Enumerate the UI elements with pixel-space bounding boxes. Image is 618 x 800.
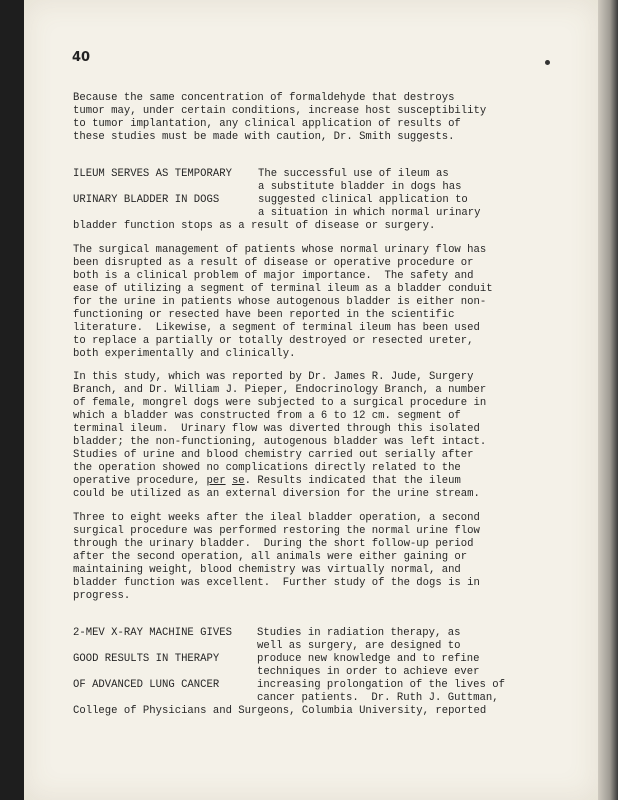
text-line: tumor may, under certain conditions, increase host susceptibility xyxy=(73,105,487,117)
text-line: The successful use of ileum as xyxy=(258,168,449,180)
text-line: Branch, and Dr. William J. Pieper, Endocrinology Branch, a number xyxy=(73,384,487,396)
section-heading: ILEUM SERVES AS TEMPORARY xyxy=(73,168,232,180)
text-line: functioning or resected have been reported in the scientific xyxy=(73,309,455,321)
section-heading: OF ADVANCED LUNG CANCER xyxy=(73,679,220,691)
text-line: Three to eight weeks after the ileal bladder operation, a second xyxy=(73,512,480,524)
text-line: Studies in radiation therapy, as xyxy=(257,627,461,639)
text-line: progress. xyxy=(73,590,131,602)
text-line: bladder; the non-functioning, autogenous bladder was left intact. xyxy=(73,436,487,448)
text-line: to replace a partially or totally destroyed or resected ureter, xyxy=(73,335,474,347)
text-line: for the urine in patients whose autogenous bladder is either non- xyxy=(73,296,487,308)
page-number: 40 xyxy=(72,50,91,65)
page-edge-shadow xyxy=(598,0,618,800)
text-line: of female, mongrel dogs were subjected to a surgical procedure in xyxy=(73,397,487,409)
text-line: both is a clinical problem of major importance. The safety and xyxy=(73,270,474,282)
underlined-latin-term: se xyxy=(231,475,245,487)
text-line: which a bladder was constructed from a 6 to 12 cm. segment of xyxy=(73,410,461,422)
text-line: In this study, which was reported by Dr. James R. Jude, Surgery xyxy=(73,371,474,383)
text-line: a substitute bladder in dogs has xyxy=(258,181,462,193)
text-line: these studies must be made with caution, Dr. Smith suggests. xyxy=(73,131,455,143)
text-line: to tumor implantation, any clinical application of results of xyxy=(73,118,461,130)
text-line: literature. Likewise, a segment of terminal ileum has been used xyxy=(73,322,480,334)
text-line: ease of utilizing a segment of terminal ileum as a bladder conduit xyxy=(73,283,493,295)
text-line: terminal ileum. Urinary flow was diverted through this isolated xyxy=(73,423,480,435)
text-line: Because the same concentration of formaldehyde that destroys xyxy=(73,92,455,104)
text-line: maintaining weight, blood chemistry was virtually normal, and xyxy=(73,564,461,576)
section-heading: 2-MEV X-RAY MACHINE GIVES xyxy=(73,627,232,639)
text-line: been disrupted as a result of disease or operative procedure or xyxy=(73,257,474,269)
text-span: . Results indicated that the ileum xyxy=(244,475,461,487)
section-heading: GOOD RESULTS IN THERAPY xyxy=(73,653,220,665)
text-line: bladder function stops as a result of disease or surgery. xyxy=(73,220,436,232)
text-line: suggested clinical application to xyxy=(258,194,468,206)
text-line: produce new knowledge and to refine xyxy=(257,653,480,665)
text-line: could be utilized as an external diversion for the urine stream. xyxy=(73,488,480,500)
text-line: surgical procedure was performed restoring the normal urine flow xyxy=(73,525,480,537)
text-span: operative procedure, xyxy=(73,475,207,487)
binder-hole-mark xyxy=(545,60,550,65)
text-line: techniques in order to achieve ever xyxy=(257,666,480,678)
text-line: bladder function was excellent. Further study of the dogs is in xyxy=(73,577,480,589)
text-line: The surgical management of patients whose normal urinary flow has xyxy=(73,244,487,256)
text-line: through the urinary bladder. During the short follow-up period xyxy=(73,538,474,550)
section-heading: URINARY BLADDER IN DOGS xyxy=(73,194,220,206)
text-line: Studies of urine and blood chemistry carried out serially after xyxy=(73,449,474,461)
text-line: a situation in which normal urinary xyxy=(258,207,481,219)
text-line: both experimentally and clinically. xyxy=(73,348,296,360)
text-line: the operation showed no complications directly related to the xyxy=(73,462,461,474)
text-line xyxy=(73,475,461,488)
text-line: after the second operation, all animals were either gaining or xyxy=(73,551,468,563)
text-line: increasing prolongation of the lives of xyxy=(257,679,505,691)
text-line: cancer patients. Dr. Ruth J. Guttman, xyxy=(257,692,499,704)
text-line: well as surgery, are designed to xyxy=(257,640,461,652)
underlined-latin-term: per xyxy=(206,475,226,487)
text-line: College of Physicians and Surgeons, Columbia University, reported xyxy=(73,705,487,717)
